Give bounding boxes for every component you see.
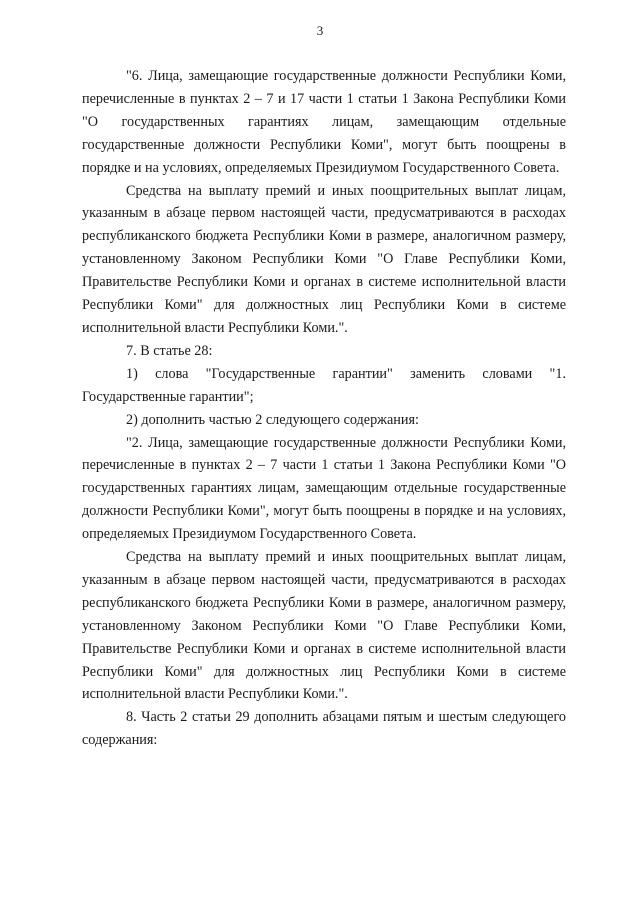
paragraph-article-28-item-1: 1) слова "Государственные гарантии" заменить словами "1. Государственные гарантии"; [82, 365, 566, 405]
paragraph-part-2-funding: Средства на выплату премий и иных поощрительных выплат лицам, указанным в абзаце первом настоящей части, предусматриваются в расходах республиканского бюджета Республики Коми в размере, аналогичном размеру, установленному Законом Республики Коми "О Главе Республики Коми, Правительстве Республики Коми и органах в системе исполнительной власти Республики Коми" для должностных лиц Республики Коми в системе исполнительной власти Республики Коми.". [82, 549, 566, 703]
paragraph-part-2-awards: "2. Лица, замещающие государственные должности Республики Коми, перечисленные в пунктах 2 – 7 части 1 статьи 1 Закона Республики Коми "О государственных гарантиях лицам, замещающим отдельные государственные должности Республики Коми", могут быть поощрены в порядке и на условиях, определяемых Президиумом Государственного Совета. [82, 434, 566, 543]
document-body [82, 65, 566, 752]
paragraph-6-funding: Средства на выплату премий и иных поощрительных выплат лицам, указанным в абзаце первом настоящей части, предусматриваются в расходах республиканского бюджета Республики Коми в размере, аналогичном размеру, установленному Законом Республики Коми "О Главе Республики Коми, Правительстве Республики Коми и органах в системе исполнительной власти Республики Коми" для должностных лиц Республики Коми в системе исполнительной власти Республики Коми.". [82, 182, 566, 336]
paragraph-6-awards: "6. Лица, замещающие государственные должности Республики Коми, перечисленные в пунктах 2 – 7 и 17 части 1 статьи 1 Закона Республики Коми "О государственных гарантиях лицам, замещающим отдельные государственные должности Республики Коми", могут быть поощрены в порядке и на условиях, определяемых Президиумом Государственного Совета. [82, 68, 566, 176]
paragraph-article-28-heading: 7. В статье 28: [126, 342, 213, 359]
paragraph-article-29: 8. Часть 2 статьи 29 дополнить абзацами пятым и шестым следующего содержания: [82, 709, 566, 749]
paragraph-article-28-item-2: 2) дополнить частью 2 следующего содержания: [126, 411, 419, 428]
page-number: 3 [316, 23, 324, 38]
